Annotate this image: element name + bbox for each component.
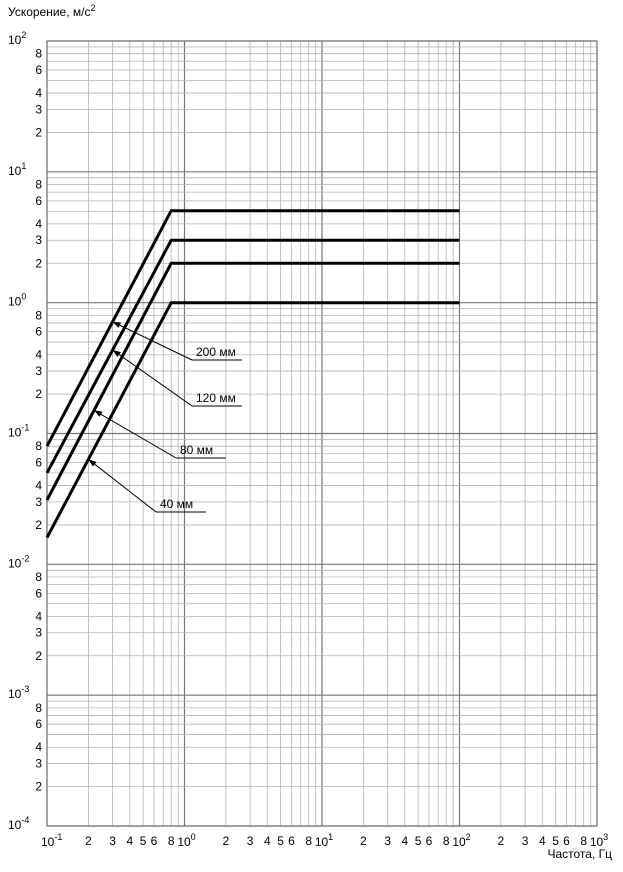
y-axis-label: Ускорение, $м/с^2$ [8,3,96,19]
y-tick-label: 2 [35,387,42,402]
y-tick-label: 2 [35,125,42,140]
series-line [47,211,460,447]
series-line [47,263,460,500]
x-tick-label: 2 [497,834,505,848]
x-tick-label: 2 [360,834,367,848]
y-tick-label: 6 [35,324,42,339]
annotation-arrowhead [88,459,96,466]
y-tick-label: 4 [35,216,42,231]
x-tick-label: 5 [414,834,422,848]
y-tick-label: 8 [35,46,42,61]
x-tick-label: 8 [167,834,175,848]
x-tick-label: 4 [538,834,546,848]
x-tick-label: 6 [563,834,570,848]
series-line [47,303,460,538]
x-axis-label: Частота, Гц [547,847,612,861]
annotation-label: 80 мм [180,443,214,457]
y-tick-label: 3 [35,756,42,771]
x-tick-label: 6 [150,834,158,848]
x-tick-label: 5 [552,834,559,848]
x-tick-label: 6 [425,834,433,848]
x-tick-label: $10^3$ [589,832,609,849]
annotation-arrowhead [113,322,122,328]
y-tick-label: 4 [35,478,42,493]
y-tick-label: 6 [35,193,42,208]
annotation-label: 40 мм [160,497,194,511]
y-tick-label: 2 [35,779,42,794]
annotation-label: 200 мм [196,345,236,359]
x-tick-label: 3 [109,834,116,848]
x-tick-label: 8 [580,834,588,848]
y-tick-label: $10^2$ [8,30,27,47]
y-tick-label: 6 [35,586,42,601]
x-tick-label: 3 [246,834,254,848]
x-tick-label: 5 [277,834,284,848]
chart-series [47,211,460,538]
x-tick-label: $10^0$ [177,832,196,849]
annotation-arrowhead [94,410,102,417]
x-tick-label: 8 [305,834,313,848]
y-tick-label: 3 [35,625,42,640]
y-tick-label: 8 [35,308,42,323]
y-tick-label: 3 [35,233,42,248]
y-tick-label: $10^{-3}$ [8,684,30,702]
x-tick-label: 6 [288,834,295,848]
chart-grid [47,41,597,826]
y-tick-label: 6 [35,717,42,732]
x-tick-label: 4 [263,834,271,848]
x-tick-label: $10^2$ [452,832,471,849]
x-tick-label: $10^{-1}$ [41,832,63,849]
x-tick-label: 4 [401,834,409,848]
y-tick-label: $10^{-1}$ [8,422,30,440]
x-tick-label: 8 [442,834,450,848]
annotation-label: 120 мм [196,391,236,405]
y-tick-label: $10^{-2}$ [8,553,30,571]
y-tick-label: 6 [35,455,42,470]
y-tick-label: 4 [35,347,42,362]
y-tick-label: 2 [35,256,42,271]
y-tick-label: $10^1$ [8,160,27,178]
series-line [47,240,460,473]
x-tick-label: 2 [85,834,92,848]
x-tick-label: 3 [521,834,529,848]
annotation-arrowhead [113,350,121,357]
y-tick-label: 3 [35,364,42,379]
y-tick-label: 8 [35,570,42,585]
y-tick-label: 4 [35,740,42,755]
y-tick-label: 8 [35,700,42,715]
x-tick-label: 4 [126,834,134,848]
y-tick-label: 2 [35,648,42,663]
y-tick-label: $10^{-4}$ [8,815,30,832]
y-tick-label: 6 [35,63,42,78]
y-tick-label: 4 [35,86,42,101]
x-tick-label: 5 [139,834,147,848]
annotation-leader [113,350,192,406]
x-tick-label: 3 [384,834,391,848]
y-tick-label: $10^0$ [8,291,27,309]
x-tick-label: $10^1$ [314,832,334,849]
y-tick-label: 2 [35,517,42,532]
y-tick-label: 8 [35,439,42,454]
y-tick-label: 4 [35,609,42,624]
x-tick-label: 2 [222,834,230,848]
y-tick-label: 3 [35,102,42,117]
annotation-leader [94,410,176,458]
y-tick-label: 8 [35,177,42,192]
y-tick-label: 3 [35,494,42,509]
